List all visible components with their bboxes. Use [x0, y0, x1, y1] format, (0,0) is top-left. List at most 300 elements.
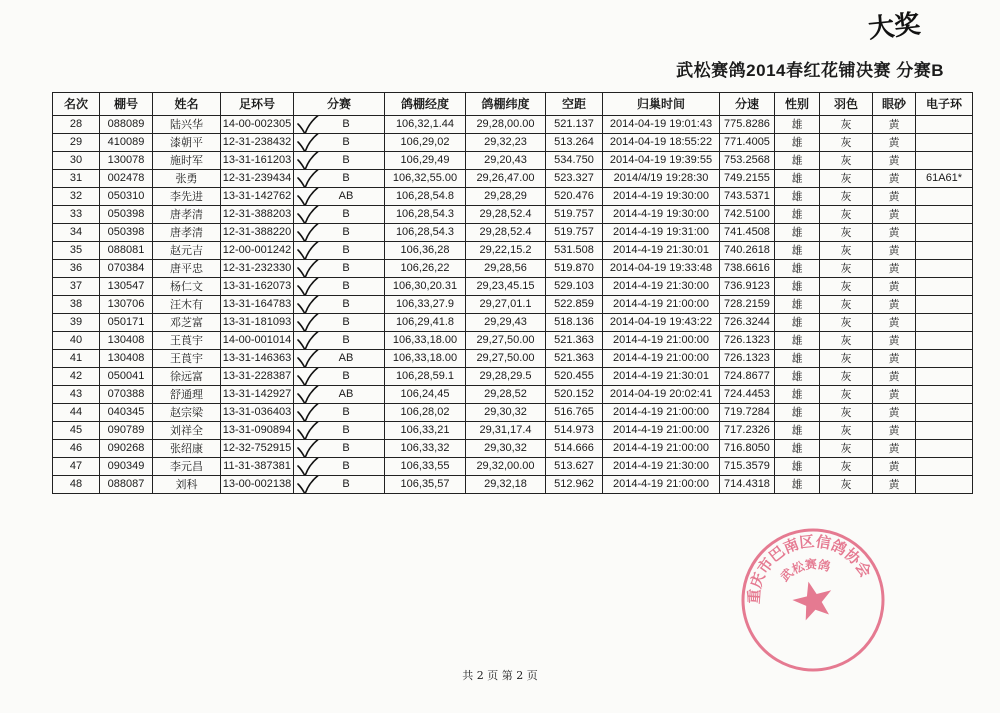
table-body — [53, 116, 973, 494]
column-header: 姓名 — [153, 93, 221, 116]
table-cell: 黄 — [873, 260, 916, 278]
column-header: 眼砂 — [873, 93, 916, 116]
table-cell: 30 — [53, 152, 100, 170]
table-row — [53, 278, 973, 296]
check-mark-icon — [296, 440, 322, 458]
table-cell: 106,28,59.1 — [385, 368, 466, 386]
table-cell: 2014-4-19 19:30:00 — [603, 206, 720, 224]
table-cell: 090268 — [100, 440, 153, 458]
table-cell: 29,28,29 — [466, 188, 546, 206]
table-cell: 726.1323 — [720, 332, 775, 350]
division-value: B — [342, 334, 350, 346]
table-cell: 2014-4-19 21:30:00 — [603, 278, 720, 296]
division-value: B — [342, 460, 350, 472]
table-cell: 521.363 — [546, 332, 603, 350]
table-cell: 29 — [53, 134, 100, 152]
check-mark-icon — [296, 368, 322, 386]
table-cell: 37 — [53, 278, 100, 296]
table-cell: 521.137 — [546, 116, 603, 134]
column-header: 鸽棚纬度 — [466, 93, 546, 116]
table-cell — [916, 278, 973, 296]
table-cell: 灰 — [820, 116, 873, 134]
table-cell: 724.4453 — [720, 386, 775, 404]
table-cell: 雄 — [775, 458, 820, 476]
seal-star-icon — [789, 577, 837, 623]
check-mark-icon — [296, 242, 322, 260]
table-cell: 灰 — [820, 440, 873, 458]
column-header: 性别 — [775, 93, 820, 116]
check-mark-icon — [296, 386, 322, 404]
table-cell: 726.1323 — [720, 350, 775, 368]
table-cell: 45 — [53, 422, 100, 440]
table-cell: 130408 — [100, 350, 153, 368]
division-value: B — [342, 154, 350, 166]
table-cell: 050041 — [100, 368, 153, 386]
table-cell: 黄 — [873, 188, 916, 206]
table-cell — [916, 458, 973, 476]
table-cell: 32 — [53, 188, 100, 206]
table-cell: 舒通理 — [153, 386, 221, 404]
table-cell: 汪木有 — [153, 296, 221, 314]
table-cell — [294, 170, 385, 188]
table-cell: 雄 — [775, 296, 820, 314]
table-row — [53, 458, 973, 476]
table-cell: 漆朝平 — [153, 134, 221, 152]
table-cell — [916, 188, 973, 206]
table-cell: 29,27,01.1 — [466, 296, 546, 314]
table-cell: 717.2326 — [720, 422, 775, 440]
table-cell: 灰 — [820, 404, 873, 422]
table-cell: 106,29,49 — [385, 152, 466, 170]
table-cell: 512.962 — [546, 476, 603, 494]
table-cell: 雄 — [775, 170, 820, 188]
table-cell: 施时军 — [153, 152, 221, 170]
table-cell: 742.5100 — [720, 206, 775, 224]
table-cell — [916, 206, 973, 224]
table-cell — [916, 404, 973, 422]
table-cell — [294, 152, 385, 170]
division-value: B — [342, 406, 350, 418]
table-cell: 2014-04-19 19:39:55 — [603, 152, 720, 170]
table-cell — [294, 368, 385, 386]
table-cell: 740.2618 — [720, 242, 775, 260]
table-row — [53, 170, 973, 188]
table-cell: 12-32-752915 — [221, 440, 294, 458]
table-cell: 106,33,55 — [385, 458, 466, 476]
table-cell: 雄 — [775, 260, 820, 278]
table-row — [53, 116, 973, 134]
table-cell — [916, 242, 973, 260]
table-cell: 106,36,28 — [385, 242, 466, 260]
table-cell — [916, 386, 973, 404]
table-cell: 2014-4-19 21:00:00 — [603, 350, 720, 368]
table-cell: 灰 — [820, 224, 873, 242]
table-cell: 13-31-162073 — [221, 278, 294, 296]
table-cell: 716.8050 — [720, 440, 775, 458]
table-cell: 29,31,17.4 — [466, 422, 546, 440]
table-cell: 黄 — [873, 386, 916, 404]
table-cell: 12-31-239434 — [221, 170, 294, 188]
table-cell: 雄 — [775, 476, 820, 494]
table-cell: 29,30,32 — [466, 440, 546, 458]
table-cell — [294, 350, 385, 368]
column-header: 分速 — [720, 93, 775, 116]
table-cell: 516.765 — [546, 404, 603, 422]
table-cell: 李先进 — [153, 188, 221, 206]
table-cell: 130706 — [100, 296, 153, 314]
table-row — [53, 206, 973, 224]
table-cell: 灰 — [820, 260, 873, 278]
table-cell: 黄 — [873, 422, 916, 440]
column-header: 足环号 — [221, 93, 294, 116]
table-cell: 雄 — [775, 404, 820, 422]
table-cell: 29,28,00.00 — [466, 116, 546, 134]
table-row — [53, 314, 973, 332]
seal-subtext-path: 武松赛鸽 — [777, 557, 832, 585]
table-cell: 520.476 — [546, 188, 603, 206]
table-cell — [294, 386, 385, 404]
table-cell: 14-00-002305 — [221, 116, 294, 134]
table-cell — [294, 260, 385, 278]
division-value: B — [342, 478, 350, 490]
table-cell: 雄 — [775, 440, 820, 458]
table-row — [53, 332, 973, 350]
table-cell: 灰 — [820, 170, 873, 188]
table-cell: 130547 — [100, 278, 153, 296]
table-cell: 513.627 — [546, 458, 603, 476]
table-cell: 106,29,02 — [385, 134, 466, 152]
table-cell: 12-31-388220 — [221, 224, 294, 242]
table-row — [53, 440, 973, 458]
table-cell: 106,30,20.31 — [385, 278, 466, 296]
table-cell: 29,20,43 — [466, 152, 546, 170]
table-cell — [916, 224, 973, 242]
table-cell: 714.4318 — [720, 476, 775, 494]
table-cell: 灰 — [820, 278, 873, 296]
division-value: B — [342, 172, 350, 184]
table-cell: 106,28,02 — [385, 404, 466, 422]
column-header: 电子环 — [916, 93, 973, 116]
table-cell: 灰 — [820, 242, 873, 260]
table-cell: 唐孝清 — [153, 206, 221, 224]
table-cell — [916, 476, 973, 494]
table-cell: 050310 — [100, 188, 153, 206]
table-cell: 2014-04-19 20:02:41 — [603, 386, 720, 404]
table-cell: 雄 — [775, 386, 820, 404]
table-cell: 088081 — [100, 242, 153, 260]
table-cell: 黄 — [873, 170, 916, 188]
page-title: 武松赛鸽2014春红花铺决赛 分赛B — [676, 61, 944, 80]
table-cell: 130408 — [100, 332, 153, 350]
table-cell: 雄 — [775, 368, 820, 386]
table-cell: 106,32,55.00 — [385, 170, 466, 188]
table-cell — [294, 188, 385, 206]
table-cell: 771.4005 — [720, 134, 775, 152]
table-cell: 2014-04-19 19:43:22 — [603, 314, 720, 332]
table-cell: 雄 — [775, 224, 820, 242]
check-mark-icon — [296, 278, 322, 296]
table-cell: 2014-4-19 21:00:00 — [603, 422, 720, 440]
table-cell — [294, 278, 385, 296]
table-cell: 29,28,52.4 — [466, 206, 546, 224]
table-cell: 088087 — [100, 476, 153, 494]
table-cell: 520.152 — [546, 386, 603, 404]
column-header: 鸽棚经度 — [385, 93, 466, 116]
table-cell — [916, 260, 973, 278]
table-cell: 106,33,18.00 — [385, 350, 466, 368]
table-cell: 2014-4-19 21:00:00 — [603, 404, 720, 422]
seal-text-path: 重庆市巴南区信鸽协会 — [744, 532, 875, 605]
table-cell: 雄 — [775, 278, 820, 296]
table-cell: 040345 — [100, 404, 153, 422]
table-cell: 13-31-161203 — [221, 152, 294, 170]
table-cell: 王莨宇 — [153, 350, 221, 368]
table-cell: 519.870 — [546, 260, 603, 278]
table-cell: 雄 — [775, 206, 820, 224]
table-cell: 灰 — [820, 152, 873, 170]
table-cell — [294, 134, 385, 152]
table-cell: 赵元吉 — [153, 242, 221, 260]
table-row — [53, 152, 973, 170]
table-cell: 522.859 — [546, 296, 603, 314]
table-cell: 534.750 — [546, 152, 603, 170]
table-cell: 35 — [53, 242, 100, 260]
column-header: 空距 — [546, 93, 603, 116]
division-value: B — [342, 262, 350, 274]
table-cell — [294, 314, 385, 332]
table-cell: 29,28,52.4 — [466, 224, 546, 242]
table-cell: 2014-04-19 19:33:48 — [603, 260, 720, 278]
table-cell: 2014-4-19 21:30:01 — [603, 242, 720, 260]
table-cell: 11-31-387381 — [221, 458, 294, 476]
table-cell: 黄 — [873, 134, 916, 152]
table-cell: 47 — [53, 458, 100, 476]
table-cell: 黄 — [873, 368, 916, 386]
page-footer: 共 2 页 第 2 页 — [462, 669, 538, 682]
table-cell: 002478 — [100, 170, 153, 188]
table-cell — [916, 422, 973, 440]
table-cell: 29,23,45.15 — [466, 278, 546, 296]
table-cell: 48 — [53, 476, 100, 494]
table-cell: 050398 — [100, 224, 153, 242]
table-cell: 518.136 — [546, 314, 603, 332]
table-cell: 唐孝清 — [153, 224, 221, 242]
table-cell: 36 — [53, 260, 100, 278]
table-cell: 12-31-388203 — [221, 206, 294, 224]
table-cell: 743.5371 — [720, 188, 775, 206]
table-cell: 黄 — [873, 152, 916, 170]
table-cell: 728.2159 — [720, 296, 775, 314]
table-cell: 40 — [53, 332, 100, 350]
table-cell: 13-00-002138 — [221, 476, 294, 494]
table-cell: 张绍康 — [153, 440, 221, 458]
table-cell: 雄 — [775, 314, 820, 332]
table-cell: 雄 — [775, 242, 820, 260]
division-value: B — [342, 226, 350, 238]
table-cell: 灰 — [820, 422, 873, 440]
table-cell: 灰 — [820, 206, 873, 224]
table-cell: 090789 — [100, 422, 153, 440]
table-cell: 12-00-001242 — [221, 242, 294, 260]
table-row — [53, 476, 973, 494]
table-cell: 726.3244 — [720, 314, 775, 332]
table-row — [53, 134, 973, 152]
table-cell: 雄 — [775, 116, 820, 134]
table-cell: 13-31-036403 — [221, 404, 294, 422]
table-cell: 杨仁文 — [153, 278, 221, 296]
table-cell: 黄 — [873, 476, 916, 494]
table-cell: 29,27,50.00 — [466, 350, 546, 368]
table-cell — [294, 116, 385, 134]
division-value: AB — [338, 352, 354, 364]
table-cell — [916, 332, 973, 350]
table-cell: 灰 — [820, 368, 873, 386]
table-cell: 070388 — [100, 386, 153, 404]
table-row — [53, 242, 973, 260]
check-mark-icon — [296, 332, 322, 350]
table-cell: 13-31-228387 — [221, 368, 294, 386]
check-mark-icon — [296, 188, 322, 206]
table-cell: 519.757 — [546, 224, 603, 242]
table-cell: 29,32,23 — [466, 134, 546, 152]
table-cell: 13-31-090894 — [221, 422, 294, 440]
table-cell: 42 — [53, 368, 100, 386]
table-cell: 521.363 — [546, 350, 603, 368]
check-mark-icon — [296, 152, 322, 170]
table-cell: 2014-04-19 18:55:22 — [603, 134, 720, 152]
table-cell: 13-31-142927 — [221, 386, 294, 404]
table-cell: 灰 — [820, 458, 873, 476]
table-cell: 106,33,21 — [385, 422, 466, 440]
table-cell — [294, 242, 385, 260]
table-cell: 29,30,32 — [466, 404, 546, 422]
table-cell: 34 — [53, 224, 100, 242]
table-cell — [916, 134, 973, 152]
table-cell — [916, 368, 973, 386]
table-cell: 106,28,54.3 — [385, 224, 466, 242]
table-cell: 2014-4-19 21:30:00 — [603, 458, 720, 476]
table-cell: 灰 — [820, 350, 873, 368]
division-value: B — [342, 316, 350, 328]
table-row — [53, 296, 973, 314]
check-mark-icon — [296, 206, 322, 224]
column-header: 棚号 — [100, 93, 153, 116]
table-cell: 灰 — [820, 296, 873, 314]
table-cell — [916, 296, 973, 314]
table-cell: 13-31-146363 — [221, 350, 294, 368]
table-cell: 2014-4-19 21:00:00 — [603, 476, 720, 494]
table-cell — [294, 404, 385, 422]
table-cell — [294, 224, 385, 242]
table-row — [53, 260, 973, 278]
table-cell: 王莨宇 — [153, 332, 221, 350]
division-value: B — [342, 424, 350, 436]
table-cell: 29,26,47.00 — [466, 170, 546, 188]
table-cell: 106,33,27.9 — [385, 296, 466, 314]
table-cell: 徐远富 — [153, 368, 221, 386]
table-cell: 陆兴华 — [153, 116, 221, 134]
division-value: B — [342, 136, 350, 148]
table-cell: 61A61* — [916, 170, 973, 188]
table-cell: 106,33,32 — [385, 440, 466, 458]
column-header: 名次 — [53, 93, 100, 116]
check-mark-icon — [296, 350, 322, 368]
table-row — [53, 422, 973, 440]
table-cell: 黄 — [873, 224, 916, 242]
table-cell: 13-31-164783 — [221, 296, 294, 314]
table-cell: 738.6616 — [720, 260, 775, 278]
table-cell: 黄 — [873, 206, 916, 224]
table-cell: 黄 — [873, 404, 916, 422]
table-cell: 黄 — [873, 350, 916, 368]
table-cell: 2014/4/19 19:28:30 — [603, 170, 720, 188]
check-mark-icon — [296, 404, 322, 422]
table-cell: 雄 — [775, 134, 820, 152]
table-cell — [294, 476, 385, 494]
table-cell: 黄 — [873, 314, 916, 332]
check-mark-icon — [296, 170, 322, 188]
table-cell: 刘科 — [153, 476, 221, 494]
division-value: AB — [338, 388, 354, 400]
table-cell: 黄 — [873, 458, 916, 476]
table-cell: 29,22,15.2 — [466, 242, 546, 260]
table-cell: 刘祥全 — [153, 422, 221, 440]
check-mark-icon — [296, 260, 322, 278]
table-cell — [294, 440, 385, 458]
table-cell: 46 — [53, 440, 100, 458]
table-cell: 753.2568 — [720, 152, 775, 170]
check-mark-icon — [296, 224, 322, 242]
table-cell — [916, 152, 973, 170]
header-row — [53, 93, 973, 116]
table-cell: 2014-4-19 19:31:00 — [603, 224, 720, 242]
table-cell: 黄 — [873, 242, 916, 260]
table-cell: 741.4508 — [720, 224, 775, 242]
table-cell: 106,28,54.3 — [385, 206, 466, 224]
table-cell: 29,32,00.00 — [466, 458, 546, 476]
table-row — [53, 386, 973, 404]
table-cell: 33 — [53, 206, 100, 224]
table-cell: 12-31-238432 — [221, 134, 294, 152]
table-cell: 29,28,52 — [466, 386, 546, 404]
table-cell: 520.455 — [546, 368, 603, 386]
division-value: AB — [338, 190, 354, 202]
table-cell: 29,28,29.5 — [466, 368, 546, 386]
table-cell: 2014-4-19 19:30:00 — [603, 188, 720, 206]
table-cell: 2014-4-19 21:00:00 — [603, 440, 720, 458]
table-cell: 090349 — [100, 458, 153, 476]
check-mark-icon — [296, 476, 322, 494]
table-cell: 黄 — [873, 296, 916, 314]
table-cell: 050398 — [100, 206, 153, 224]
division-value: B — [342, 244, 350, 256]
table-row — [53, 224, 973, 242]
table-cell: 41 — [53, 350, 100, 368]
table-cell: 43 — [53, 386, 100, 404]
table-cell: 088089 — [100, 116, 153, 134]
table-row — [53, 350, 973, 368]
table-cell: 775.8286 — [720, 116, 775, 134]
table-cell: 106,32,1.44 — [385, 116, 466, 134]
table-cell — [916, 116, 973, 134]
table-cell: 523.327 — [546, 170, 603, 188]
table-cell: 106,28,54.8 — [385, 188, 466, 206]
table-cell: 黄 — [873, 332, 916, 350]
table-row — [53, 188, 973, 206]
table-cell: 雄 — [775, 152, 820, 170]
table-cell: 28 — [53, 116, 100, 134]
table-cell: 106,35,57 — [385, 476, 466, 494]
